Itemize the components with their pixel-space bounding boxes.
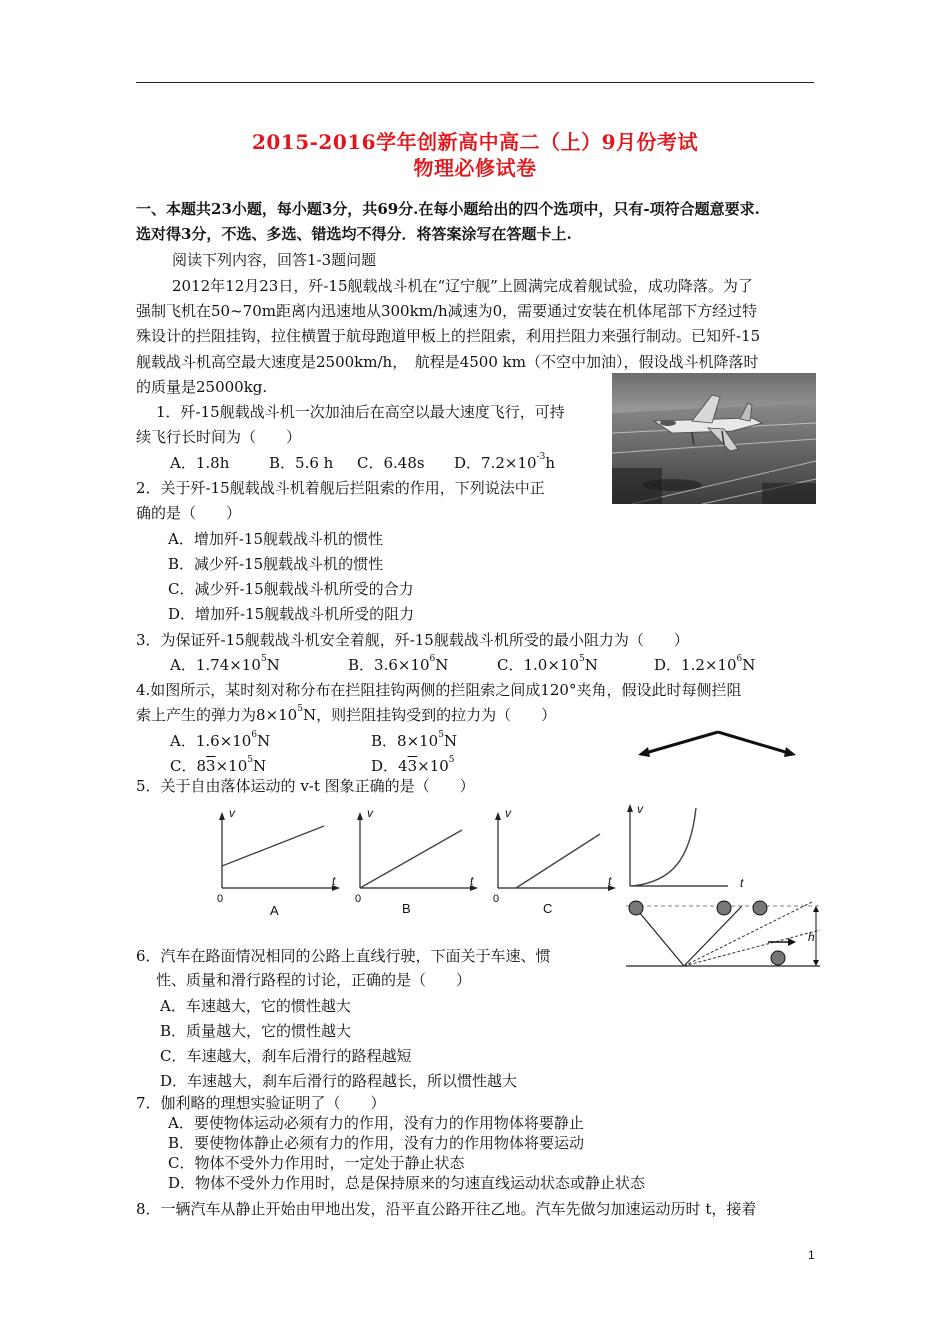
galileo-ramp-diagram [622,890,822,970]
graph-a-caption: A [270,903,279,918]
ball-icon [629,901,643,915]
q1-stem-2: 续飞行长时间为（ ） [136,428,302,446]
vt-graph-b [350,808,480,908]
passage-line-4: 舰载战斗机高空最大速度是2500km/h， 航程是4500 km（不空中加油），假设战斗机降落时 [136,353,759,371]
section-instructions-1: 一、本题共23小题，每小题3分，共69分.在每小题给出的四个选项中，只有-项符合题意要求. [136,200,760,218]
q7-option-d: D．物体不受外力作用时，总是保持原来的匀速直线运动状态或静止状态 [168,1174,646,1192]
q3-option-c: C．$1.0\times 10^5N$ [497,654,598,674]
graph-d-v-label: v [637,802,643,816]
ball-icon [771,951,785,965]
graph-c-caption: C [543,901,553,916]
exam-title: 2015-2016学年创新高中高二（上）9月份考试 [251,130,699,154]
q7-option-a: A．要使物体运动必须有力的作用，没有力的作用物体将要静止 [168,1114,584,1132]
q2-option-b: B．减少歼-15舰载战斗机的惯性 [168,555,384,573]
q4-option-b: B．$8\times 10^5N$ [371,730,458,750]
q7-stem: 7．伽利略的理想实验证明了（ ） [136,1094,386,1112]
q3-stem: 3．为保证歼-15舰载战斗机安全着舰，歼-15舰载战斗机所受的最小阻力为（ ） [136,631,689,649]
q4-option-d: D．$43\times 10^5$ [371,755,455,775]
q6-option-c: C．车速越大，刹车后滑行的路程越短 [160,1047,412,1065]
q8-stem: 8．一辆汽车从静止开始由甲地出发，沿平直公路开往乙地。汽车先做匀加速运动历时 t，接着 [136,1200,757,1218]
q2-option-c: C．减少歼-15舰载战斗机所受的合力 [168,580,414,598]
q3-option-a: A．$1.74\times 10^5N$ [170,654,280,674]
q6-option-a: A．车速越大，它的惯性越大 [160,997,351,1015]
graph-b-caption: B [402,901,411,916]
q1-option-d: D．$7.2\times 10^{-3}h$ [454,452,555,472]
passage-line-3: 殊设计的拦阻挂钩，拉住横置于航母跑道甲板上的拦阻索，利用拦阻力来强行制动。已知歼-15 [136,327,761,345]
q4-option-a: A．$1.6\times 10^6N$ [170,730,271,750]
q6-stem-1: 6．汽车在路面情况相同的公路上直线行驶，下面关于车速、惯 [136,947,551,965]
q2-option-a: A．增加歼-15舰载战斗机的惯性 [168,530,383,548]
q7-option-b: B．要使物体静止必须有力的作用，没有力的作用物体将要运动 [168,1134,585,1152]
q4-stem-1: 4.如图所示，某时刻对称分布在拦阻挂钩两侧的拦阻索之间成120°夹角，假设此时每侧拦阻 [136,681,742,699]
q7-option-c: C．物体不受外力作用时，一定处于静止状态 [168,1154,465,1172]
passage-line-2: 强制飞机在50~70m距离内迅速地从300km/h减速为0，需要通过安装在机体尾部下方经过特 [136,302,758,320]
graph-c-t-label: t [608,874,612,888]
q1-option-b: B．5.6 h [269,454,334,472]
q1-option-a: A．1.8h [170,454,230,472]
top-rule [136,82,814,83]
ramp-height-label: h [808,930,815,944]
graph-d-t-label: t [740,876,744,890]
exam-subtitle: 物理必修试卷 [413,156,537,180]
q6-option-b: B．质量越大，它的惯性越大 [160,1022,352,1040]
graph-b-origin: 0 [355,893,362,905]
graph-c-v-label: v [505,806,511,820]
arrow-right-icon [784,747,796,757]
q1-stem-1: 1．歼-15舰载战斗机一次加油后在高空以最大速度飞行，可持 [156,403,565,421]
ball-icon [753,901,767,915]
graph-a-t-label: t [332,874,336,888]
graph-a-origin: 0 [217,893,224,905]
passage-line-1: 2012年12月23日，歼-15舰载战斗机在“辽宁舰”上圆满完成着舰试验，成功降落。为了 [172,277,753,295]
q3-option-b: B．$3.6\times 10^6N$ [348,654,449,674]
q5-stem: 5．关于自由落体运动的 v-t 图象正确的是（ ） [136,777,475,795]
q3-option-d: D．$1.2\times 10^6N$ [654,654,756,674]
q2-option-d: D．增加歼-15舰载战斗机所受的阻力 [168,605,415,623]
section-instructions-2: 选对得3分，不选、多选、错选均不得分．将答案涂写在答题卡上. [136,225,572,243]
q2-stem-1: 2．关于歼-15舰载战斗机着舰后拦阻索的作用，下列说法中正 [136,479,545,497]
arrow-left-icon [638,747,650,757]
q6-stem-2: 性、质量和滑行路程的讨论，正确的是（ ） [156,971,472,989]
ball-icon [717,901,731,915]
q2-stem-2: 确的是（ ） [136,504,242,522]
graph-b-t-label: t [470,874,474,888]
page-number: 1 [808,1248,815,1262]
q1-option-c: C．6.48s [357,454,425,472]
vt-graph-a [212,808,342,908]
arrest-cable-diagram [636,728,800,764]
q4-option-c: C．$83\times 10^5N$ [170,755,267,775]
carrier-landing-photo-svg [612,373,816,504]
vt-graph-c [488,808,618,908]
graph-b-v-label: v [367,806,373,820]
graph-c-origin: 0 [493,893,500,905]
q4-stem-2: 索上产生的弹力为$8\times 10^5N$，则拦阻挂钩受到的拉力为（ ） [136,704,557,724]
q6-option-d: D．车速越大，刹车后滑行的路程越长，所以惯性越大 [160,1072,518,1090]
graph-a-v-label: v [229,806,235,820]
reading-prompt: 阅读下列内容，回答1-3题问题 [172,251,377,269]
arrow-right-icon [788,938,796,946]
carrier-landing-photo [612,373,816,504]
passage-line-5: 的质量是25000kg. [136,378,268,396]
